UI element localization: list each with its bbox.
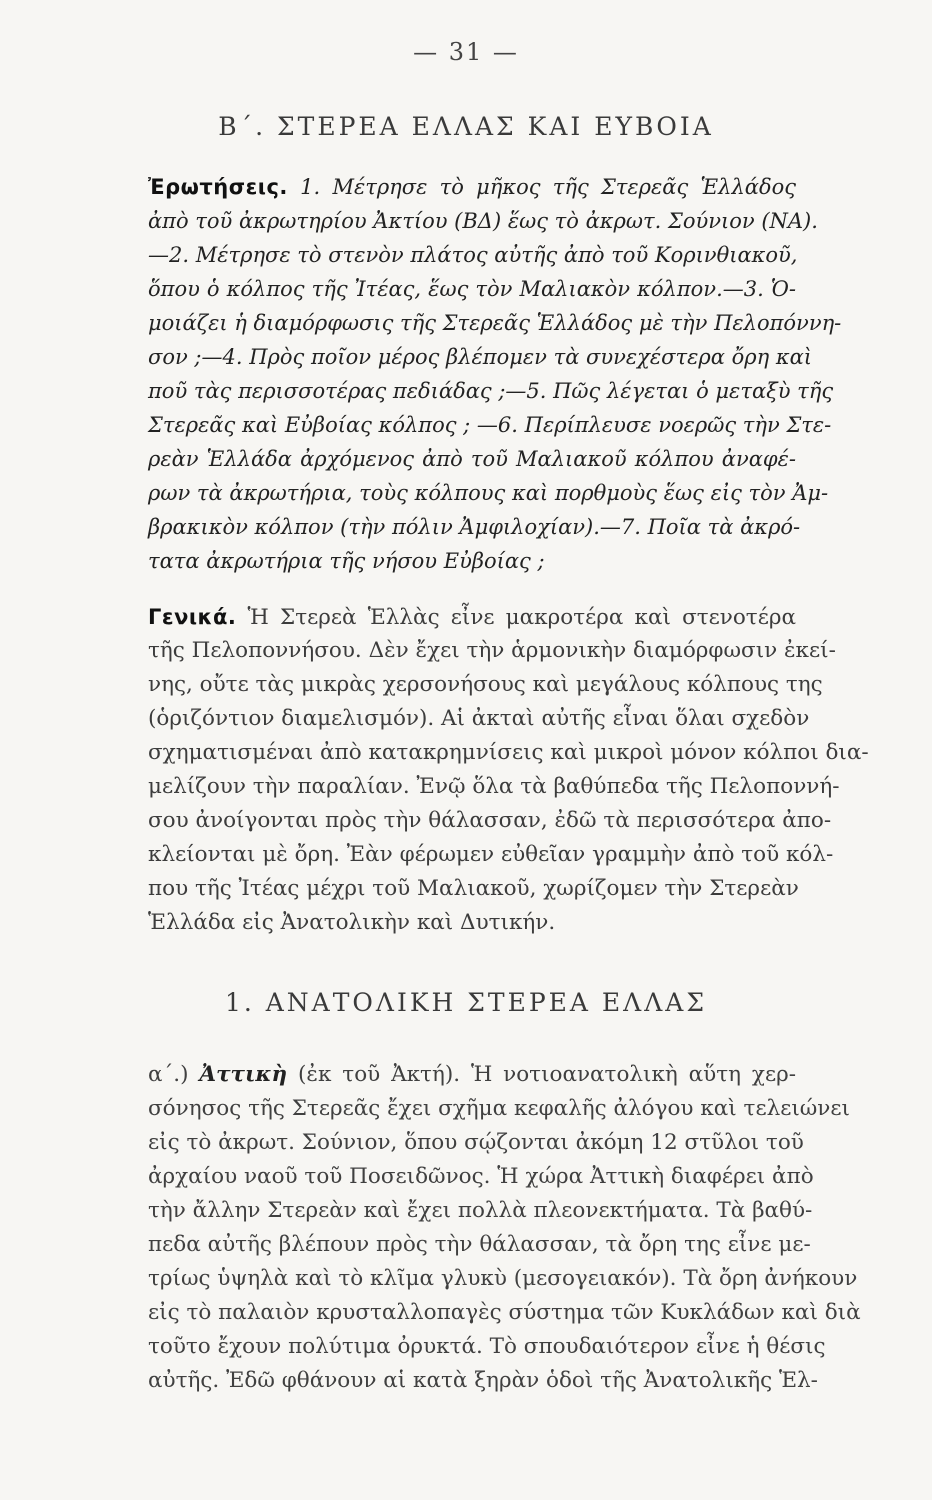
questions-line: ποῦ τὰς περισσοτέρας πεδιάδας ;—5. Πῶς λέγεται ὁ μεταξὺ τῆς [148, 379, 834, 403]
questions-line: —2. Μέτρησε τὸ στενὸν πλάτος αὐτῆς ἀπὸ τοῦ Κορινθιακοῦ, [148, 243, 798, 267]
attica-line: σόνησος τῆς Στερεᾶς ἔχει σχῆμα κεφαλῆς ἀλόγου καὶ τελειώνει [148, 1096, 850, 1121]
general-line: μελίζουν τὴν παραλίαν. Ἐνῷ ὅλα τὰ βαθύπεδα τῆς Πελοποννή- [148, 774, 840, 799]
general-line-0 [148, 600, 796, 634]
page-number: — 31 — [413, 38, 519, 66]
attica-paragraph [148, 1058, 861, 1398]
questions-line: ὅπου ὁ κόλπος τῆς Ἰτέας, ἕως τὸν Μαλιακὸν κόλπον.—3. Ὁ- [148, 277, 796, 301]
questions-line-0 [148, 170, 796, 204]
questions-line: βρακικὸν κόλπον (τὴν πόλιν Ἀμφιλοχίαν).—7. Ποῖα τὰ ἀκρό- [148, 515, 801, 539]
chapter-title: Β΄. ΣΤΕΡΕΑ ΕΛΛΑΣ ΚΑΙ ΕΥΒΟΙΑ [218, 112, 714, 141]
general-first-line-text: Ἡ Στερεὰ Ἑλλὰς εἶνε μακροτέρα καὶ στενοτέρα [247, 605, 796, 630]
general-line: Ἑλλάδα εἰς Ἀνατολικὴν καὶ Δυτικήν. [148, 910, 556, 935]
attica-line: εἰς τὸ παλαιὸν κρυσταλλοπαγὲς σύστημα τῶν Κυκλάδων καὶ διὰ [148, 1300, 861, 1325]
attica-heading: Ἀττικὴ [199, 1062, 288, 1087]
attica-line-0 [148, 1058, 796, 1092]
questions-heading: Ἐρωτήσεις. [148, 175, 288, 199]
questions-line: ρων τὰ ἀκρωτήρια, τοὺς κόλπους καὶ πορθμοὺς ἕως εἰς τὸν Ἀμ- [148, 481, 829, 505]
section-title: 1. ΑΝΑΤΟΛΙΚΗ ΣΤΕΡΕΑ ΕΛΛΑΣ [224, 988, 708, 1017]
questions-line: τατα ἀκρωτήρια τῆς νήσου Εὐβοίας ; [148, 549, 545, 573]
general-paragraph [148, 600, 869, 940]
questions-line: Στερεᾶς καὶ Εὐβοίας κόλπος ; —6. Περίπλευσε νοερῶς τὴν Στε- [148, 413, 832, 437]
attica-line: εἰς τὸ ἀκρωτ. Σούνιον, ὅπου σῴζονται ἀκόμη 12 στῦλοι τοῦ [148, 1130, 804, 1155]
questions-line: ἀπὸ τοῦ ἀκρωτηρίου Ἀκτίου (ΒΔ) ἕως τὸ ἀκρωτ. Σούνιον (ΝΑ). [148, 209, 818, 233]
attica-label: α΄.) [148, 1062, 189, 1087]
attica-line: τοῦτο ἔχουν πολύτιμα ὀρυκτά. Τὸ σπουδαιότερον εἶνε ἡ θέσις [148, 1334, 826, 1359]
general-line: κλείονται μὲ ὄρη. Ἐὰν φέρωμεν εὐθεῖαν γραμμὴν ἀπὸ τοῦ κόλ- [148, 842, 834, 867]
questions-paragraph [148, 170, 842, 578]
general-line: σχηματισμέναι ἀπὸ κατακρημνίσεις καὶ μικροὶ μόνον κόλποι δια- [148, 740, 869, 765]
questions-first-line-text: 1. Μέτρησε τὸ μῆκος τῆς Στερεᾶς Ἑλλάδος [300, 175, 796, 199]
general-line: (ὁριζόντιον διαμελισμόν). Αἱ ἀκταὶ αὐτῆς εἶναι ὅλαι σχεδὸν [148, 706, 810, 731]
attica-line: πεδα αὐτῆς βλέπουν πρὸς τὴν θάλασσαν, τὰ ὄρη της εἶνε με- [148, 1232, 811, 1257]
questions-line: μοιάζει ἡ διαμόρφωσις τῆς Στερεᾶς Ἑλλάδος μὲ τὴν Πελοπόννη- [148, 311, 842, 335]
general-heading: Γενικά. [148, 605, 237, 629]
general-line: τῆς Πελοποννήσου. Δὲν ἔχει τὴν ἁρμονικὴν διαμόρφωσιν ἐκεί- [148, 638, 836, 663]
attica-line: αὐτῆς. Ἐδῶ φθάνουν αἱ κατὰ ξηρὰν ὁδοὶ τῆς Ἀνατολικῆς Ἑλ- [148, 1368, 818, 1393]
general-line: σου ἀνοίγονται πρὸς τὴν θάλασσαν, ἐδῶ τὰ περισσότερα ἀπο- [148, 808, 832, 833]
attica-line: τρίως ὑψηλὰ καὶ τὸ κλῖμα γλυκὺ (μεσογειακόν). Τὰ ὄρη ἀνήκουν [148, 1266, 858, 1291]
general-line: νης, οὔτε τὰς μικρὰς χερσονήσους καὶ μεγάλους κόλπους της [148, 672, 823, 697]
attica-first-line-text: (ἐκ τοῦ Ἀκτή). Ἡ νοτιοανατολικὴ αὕτη χερ- [298, 1062, 796, 1087]
general-line: που τῆς Ἰτέας μέχρι τοῦ Μαλιακοῦ, χωρίζομεν τὴν Στερεὰν [148, 876, 799, 901]
questions-line: ρεὰν Ἑλλάδα ἀρχόμενος ἀπὸ τοῦ Μαλιακοῦ κόλπου ἀναφέ- [148, 447, 796, 471]
attica-line: τὴν ἄλλην Στερεὰν καὶ ἔχει πολλὰ πλεονεκτήματα. Τὰ βαθύ- [148, 1198, 813, 1223]
attica-line: ἀρχαίου ναοῦ τοῦ Ποσειδῶνος. Ἡ χώρα Ἀττικὴ διαφέρει ἀπὸ [148, 1164, 814, 1189]
questions-line: σον ;—4. Πρὸς ποῖον μέρος βλέπομεν τὰ συνεχέστερα ὄρη καὶ [148, 345, 813, 369]
